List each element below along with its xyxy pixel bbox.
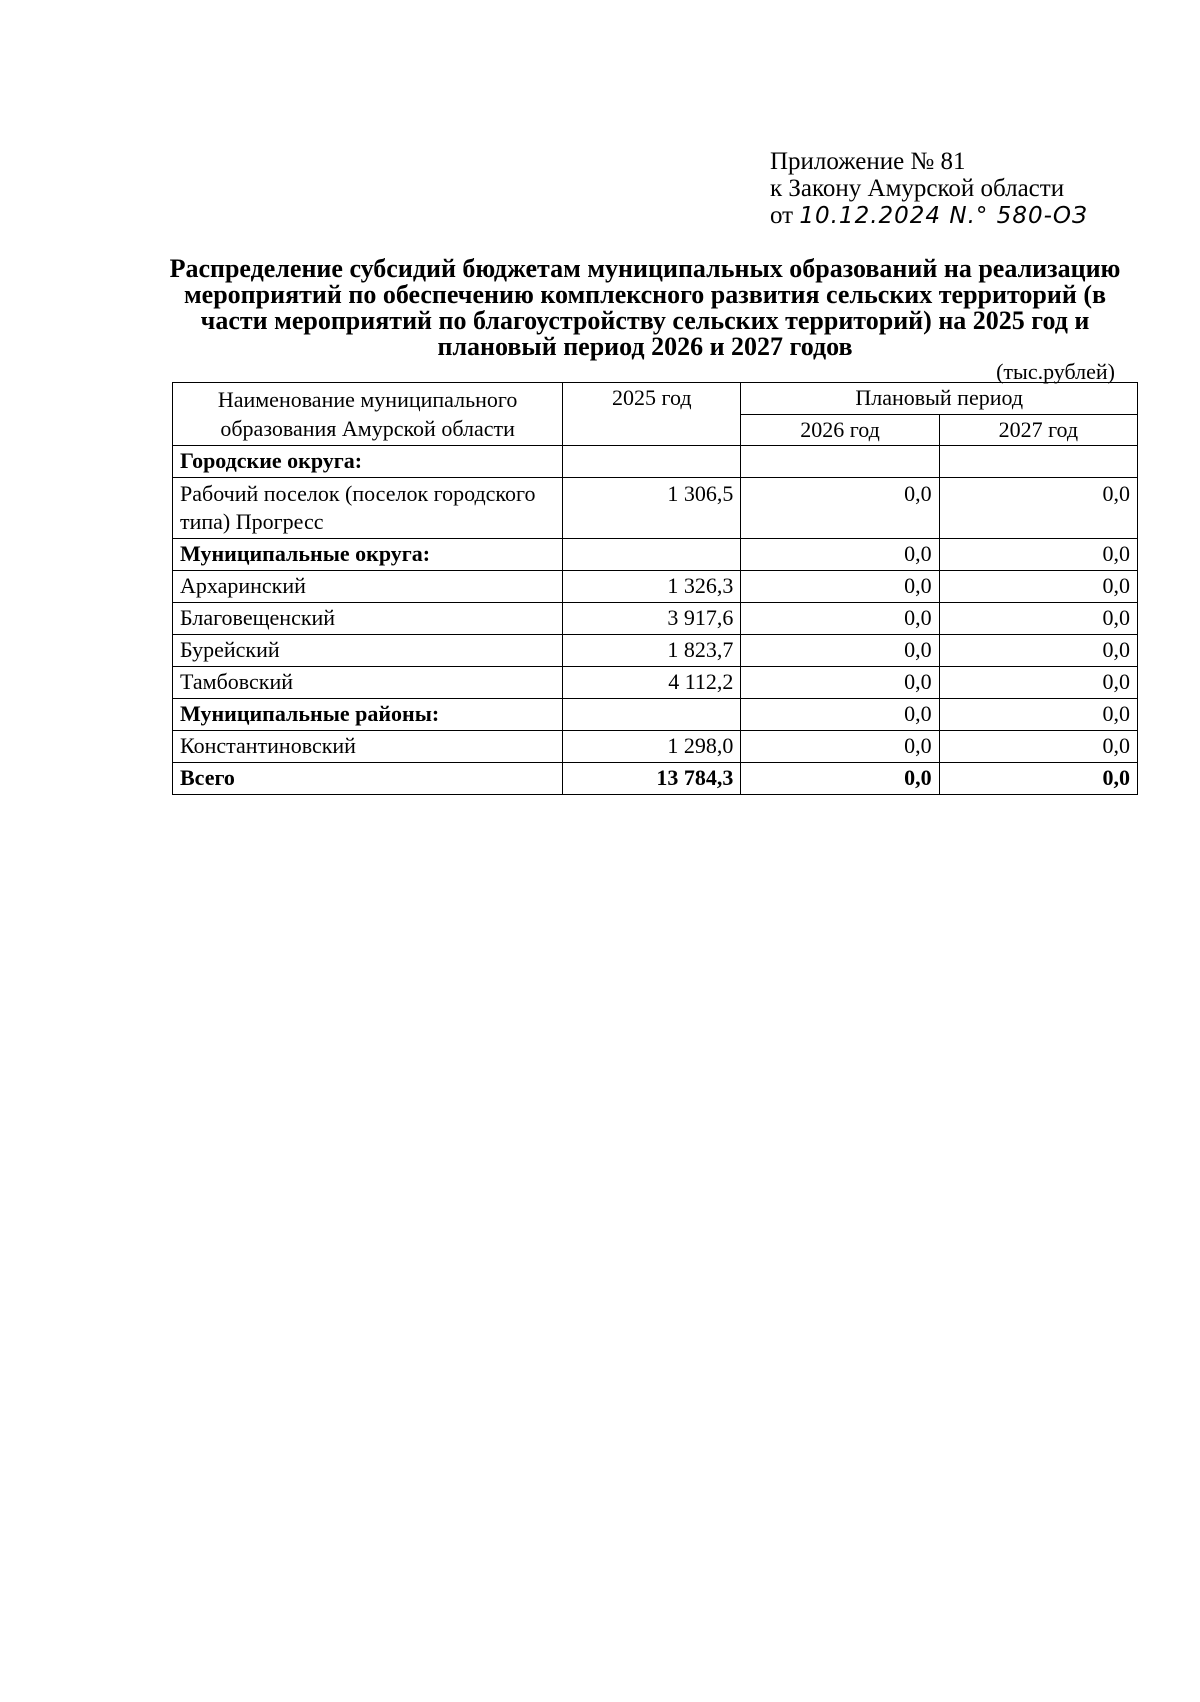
table-row xyxy=(173,603,1138,635)
row-name: Рабочий поселок (поселок городского типа) Прогресс xyxy=(173,478,563,539)
row-2026: 0,0 xyxy=(741,667,939,699)
row-name: Муниципальные округа: xyxy=(173,539,563,571)
units-label: (тыс.рублей) xyxy=(996,359,1115,384)
row-2026: 0,0 xyxy=(741,763,939,795)
table-row xyxy=(173,667,1138,699)
table-row xyxy=(173,446,1138,478)
table-row xyxy=(173,539,1138,571)
header-2025: 2025 год xyxy=(563,383,741,446)
row-2026: 0,0 xyxy=(741,635,939,667)
table-row-total xyxy=(173,763,1138,795)
row-2025 xyxy=(563,446,741,478)
row-2027: 0,0 xyxy=(939,571,1137,603)
row-2025: 1 298,0 xyxy=(563,731,741,763)
attachment-block xyxy=(770,148,1088,230)
attachment-law: к Закону Амурской области xyxy=(770,175,1065,202)
row-2027: 0,0 xyxy=(939,635,1137,667)
row-2026: 0,0 xyxy=(741,571,939,603)
table-row xyxy=(173,699,1138,731)
row-name: Архаринский xyxy=(173,571,563,603)
row-2026: 0,0 xyxy=(741,478,939,539)
row-2027: 0,0 xyxy=(939,667,1137,699)
row-2025: 3 917,6 xyxy=(563,603,741,635)
row-name: Бурейский xyxy=(173,635,563,667)
row-2026 xyxy=(741,446,939,478)
table-row xyxy=(173,635,1138,667)
row-2025 xyxy=(563,539,741,571)
table-row xyxy=(173,478,1138,539)
row-2027 xyxy=(939,446,1137,478)
header-2027: 2027 год xyxy=(939,414,1137,446)
row-name: Благовещенский xyxy=(173,603,563,635)
attachment-number: Приложение № 81 xyxy=(770,148,966,175)
row-2025 xyxy=(563,699,741,731)
date-prefix: от xyxy=(770,202,794,229)
row-2025: 1 306,5 xyxy=(563,478,741,539)
row-name: Городские округа: xyxy=(173,446,563,478)
row-name: Муниципальные районы: xyxy=(173,699,563,731)
row-name: Константиновский xyxy=(173,731,563,763)
attachment-date-line xyxy=(770,202,1088,230)
row-2026: 0,0 xyxy=(741,603,939,635)
row-2027: 0,0 xyxy=(939,699,1137,731)
table-row xyxy=(173,571,1138,603)
row-2025: 1 823,7 xyxy=(563,635,741,667)
row-name: Всего xyxy=(173,763,563,795)
subsidy-table xyxy=(172,382,1138,795)
row-2027: 0,0 xyxy=(939,731,1137,763)
table-body xyxy=(173,446,1138,795)
row-2027: 0,0 xyxy=(939,539,1137,571)
table-row xyxy=(173,731,1138,763)
row-2026: 0,0 xyxy=(741,539,939,571)
row-2027: 0,0 xyxy=(939,478,1137,539)
row-name: Тамбовский xyxy=(173,667,563,699)
row-2025: 4 112,2 xyxy=(563,667,741,699)
header-2026: 2026 год xyxy=(741,414,939,446)
row-2027: 0,0 xyxy=(939,763,1137,795)
row-2027: 0,0 xyxy=(939,603,1137,635)
row-2026: 0,0 xyxy=(741,699,939,731)
row-2025: 13 784,3 xyxy=(563,763,741,795)
header-name: Наименование муниципального образования Амурской области xyxy=(173,383,563,446)
row-2025: 1 326,3 xyxy=(563,571,741,603)
header-planned-period: Плановый период xyxy=(741,383,1138,415)
handwritten-date-number: 10.12.2024 N.° 580-ОЗ xyxy=(799,203,1088,229)
document-title: Распределение субсидий бюджетам муниципальных образований на реализацию мероприятий по обеспечению комплексного развития сельских территорий (в части мероприятий по благоустройству сельских территорий) на 2025 год и плановый период 2026 и 2027 годов xyxy=(169,254,1121,361)
row-2026: 0,0 xyxy=(741,731,939,763)
